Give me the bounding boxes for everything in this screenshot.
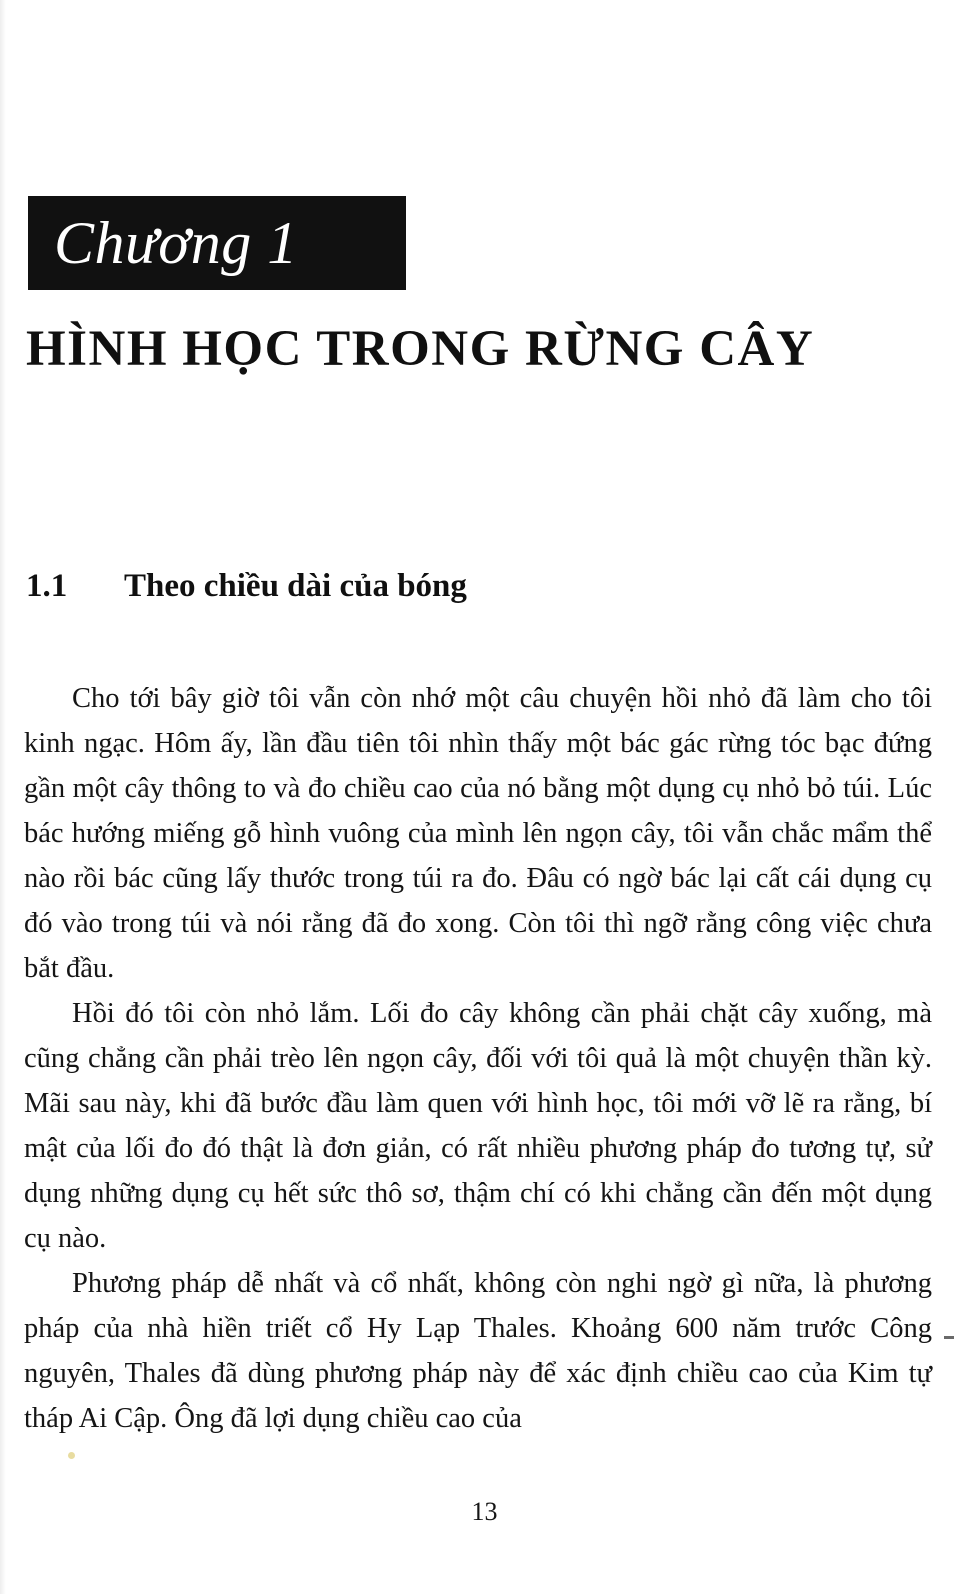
scan-artifact-dot	[68, 1452, 75, 1459]
section-title: Theo chiều dài của bóng	[124, 568, 467, 604]
page-title: HÌNH HỌC TRONG RỪNG CÂY	[26, 321, 815, 377]
body-text	[24, 676, 932, 1441]
paragraph: Hồi đó tôi còn nhỏ lắm. Lối đo cây không cần phải chặt cây xuống, mà cũng chẳng cần phải trèo lên ngọn cây, đối với tôi quả là một chuyện thần kỳ. Mãi sau này, khi đã bước đầu làm quen với hình học, tôi mới vỡ lẽ ra rằng, bí mật của lối đo đó thật là đơn giản, có rất nhiều phương pháp đo tương tự, sử dụng những dụng cụ hết sức thô sơ, thậm chí có khi chẳng cần đến một dụng cụ nào.	[24, 998, 932, 1254]
section-heading	[26, 568, 926, 605]
scan-artifact-tick	[944, 1336, 954, 1339]
page-edge-shadow	[0, 0, 6, 1594]
page-number: 13	[471, 1497, 498, 1526]
chapter-badge	[28, 196, 406, 290]
paragraph: Phương pháp dễ nhất và cổ nhất, không còn nghi ngờ gì nữa, là phương pháp của nhà hiền triết cổ Hy Lạp Thales. Khoảng 600 năm trước Công nguyên, Thales đã dùng phương pháp này để xác định chiều cao của Kim tự tháp Ai Cập. Ông đã lợi dụng chiều cao của	[24, 1268, 932, 1434]
section-number: 1.1	[26, 568, 68, 604]
paragraph: Cho tới bây giờ tôi vẫn còn nhớ một câu chuyện hồi nhỏ đã làm cho tôi kinh ngạc. Hôm ấy, lần đầu tiên tôi nhìn thấy một bác gác rừng tóc bạc đứng gần một cây thông to và đo chiều cao của nó bằng một dụng cụ nhỏ bỏ túi. Lúc bác hướng miếng gỗ hình vuông của mình lên ngọn cây, tôi vẫn chắc mẩm thể nào rồi bác cũng lấy thước trong túi ra đo. Đâu có ngờ bác lại cất cái dụng cụ đó vào trong túi và nói rằng đã đo xong. Còn tôi thì ngỡ rằng công việc chưa bắt đầu.	[24, 683, 932, 984]
chapter-badge-label: Chương 1	[54, 210, 298, 276]
